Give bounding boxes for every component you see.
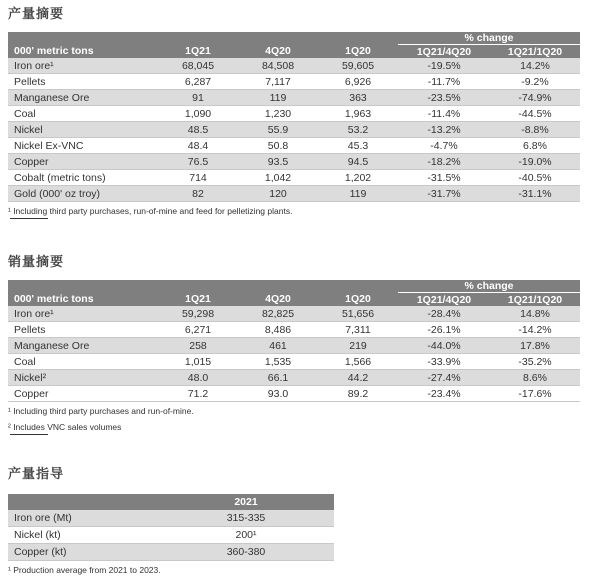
production-pct-row	[8, 32, 580, 45]
table-cell: -11.4%	[398, 106, 490, 122]
table-cell: 71.2	[158, 386, 238, 402]
table-cell: -33.9%	[398, 354, 490, 370]
table-cell: -17.6%	[490, 386, 580, 402]
table-cell: 93.5	[238, 154, 318, 170]
table-cell: 6.8%	[490, 138, 580, 154]
table-cell: 1,535	[238, 354, 318, 370]
table-row	[8, 354, 580, 370]
table-cell: 82	[158, 186, 238, 202]
table-cell: 6,926	[318, 74, 398, 90]
table-cell: -26.1%	[398, 322, 490, 338]
table-cell: -19.0%	[490, 154, 580, 170]
table-cell: -4.7%	[398, 138, 490, 154]
table-cell: 363	[318, 90, 398, 106]
col-header: 1Q21/4Q20	[398, 45, 490, 59]
table-cell: -9.2%	[490, 74, 580, 90]
table-row	[8, 122, 580, 138]
table-cell: 360-380	[158, 544, 334, 561]
guidance-title: 产量指导	[8, 467, 65, 482]
table-row	[8, 510, 334, 527]
table-cell: 94.5	[318, 154, 398, 170]
table-cell: 119	[238, 90, 318, 106]
col-header: 1Q21/1Q20	[490, 45, 580, 59]
table-cell: 84,508	[238, 58, 318, 74]
table-row	[8, 370, 580, 386]
table-cell: 461	[238, 338, 318, 354]
production-header-row	[8, 45, 580, 59]
col-header: 1Q21	[158, 45, 238, 59]
table-cell: 714	[158, 170, 238, 186]
row-label: Pellets	[8, 322, 158, 338]
sales-pct-change-label: % change	[398, 280, 580, 293]
table-cell: -40.5%	[490, 170, 580, 186]
table-cell: -19.5%	[398, 58, 490, 74]
col-header: 4Q20	[238, 45, 318, 59]
table-cell: 8,486	[238, 322, 318, 338]
table-cell: 119	[318, 186, 398, 202]
table-row	[8, 138, 580, 154]
row-label: Manganese Ore	[8, 338, 158, 354]
table-cell: 68,045	[158, 58, 238, 74]
table-cell: 53.2	[318, 122, 398, 138]
row-label: Coal	[8, 106, 158, 122]
guidance-section	[8, 466, 334, 576]
col-header: 1Q21	[158, 293, 238, 307]
table-cell: 8.6%	[490, 370, 580, 386]
table-row	[8, 322, 580, 338]
sales-footnote-1: ¹ Including third party purchases and run-of-mine.	[8, 406, 194, 416]
row-label: Nickel (kt)	[8, 527, 158, 544]
table-cell: 120	[238, 186, 318, 202]
table-cell: 48.5	[158, 122, 238, 138]
guidance-footnote: ¹ Production average from 2021 to 2023.	[8, 565, 161, 575]
table-cell: 1,042	[238, 170, 318, 186]
table-cell: -28.4%	[398, 306, 490, 322]
guidance-table	[8, 494, 334, 561]
table-row	[8, 186, 580, 202]
table-cell: 50.8	[238, 138, 318, 154]
col-header: 1Q21/4Q20	[398, 293, 490, 307]
table-cell: 91	[158, 90, 238, 106]
table-cell: 258	[158, 338, 238, 354]
table-cell: 82,825	[238, 306, 318, 322]
table-cell: 7,117	[238, 74, 318, 90]
table-cell: 89.2	[318, 386, 398, 402]
production-table	[8, 32, 580, 202]
row-label: Iron ore (Mt)	[8, 510, 158, 527]
table-cell: 315-335	[158, 510, 334, 527]
table-row	[8, 544, 334, 561]
row-label: Gold (000' oz troy)	[8, 186, 158, 202]
table-cell: 1,566	[318, 354, 398, 370]
guidance-header-row	[8, 494, 334, 510]
row-label: Manganese Ore	[8, 90, 158, 106]
table-row	[8, 58, 580, 74]
table-cell: 6,271	[158, 322, 238, 338]
table-cell: -27.4%	[398, 370, 490, 386]
row-label: Nickel	[8, 122, 158, 138]
production-section	[8, 6, 580, 219]
table-cell: 1,015	[158, 354, 238, 370]
table-row	[8, 338, 580, 354]
sales-title: 销量摘要	[8, 255, 65, 270]
table-cell: -74.9%	[490, 90, 580, 106]
table-row	[8, 386, 580, 402]
table-cell: -14.2%	[490, 322, 580, 338]
table-cell: -8.8%	[490, 122, 580, 138]
row-label: Copper (kt)	[8, 544, 158, 561]
col-header: 1Q21/1Q20	[490, 293, 580, 307]
table-cell: 1,963	[318, 106, 398, 122]
footnote-underline	[10, 434, 48, 435]
table-row	[8, 74, 580, 90]
table-cell: 45.3	[318, 138, 398, 154]
table-cell: -31.1%	[490, 186, 580, 202]
sales-pct-row	[8, 280, 580, 293]
table-cell: 6,287	[158, 74, 238, 90]
row-label: Copper	[8, 386, 158, 402]
table-row	[8, 90, 580, 106]
production-title: 产量摘要	[8, 7, 65, 22]
table-cell: -31.5%	[398, 170, 490, 186]
table-cell: -35.2%	[490, 354, 580, 370]
table-cell: -44.5%	[490, 106, 580, 122]
table-cell: 51,656	[318, 306, 398, 322]
table-cell: -23.4%	[398, 386, 490, 402]
table-cell: 59,605	[318, 58, 398, 74]
sales-header-row	[8, 293, 580, 307]
production-pct-change-label: % change	[398, 32, 580, 45]
table-cell: 44.2	[318, 370, 398, 386]
table-cell: 66.1	[238, 370, 318, 386]
col-header: 000' metric tons	[8, 45, 158, 59]
table-cell: 1,090	[158, 106, 238, 122]
row-label: Coal	[8, 354, 158, 370]
table-cell: -18.2%	[398, 154, 490, 170]
table-cell: 59,298	[158, 306, 238, 322]
table-row	[8, 106, 580, 122]
sales-footnote-2: ² Includes VNC sales volumes	[8, 422, 122, 432]
table-row	[8, 170, 580, 186]
col-header: 2021	[158, 494, 334, 510]
row-label: Cobalt (metric tons)	[8, 170, 158, 186]
table-cell: 76.5	[158, 154, 238, 170]
table-cell: 55.9	[238, 122, 318, 138]
table-row	[8, 154, 580, 170]
table-cell: 200¹	[158, 527, 334, 544]
table-cell: 17.8%	[490, 338, 580, 354]
table-cell: 48.0	[158, 370, 238, 386]
sales-section	[8, 254, 580, 435]
table-cell: 219	[318, 338, 398, 354]
sales-table	[8, 280, 580, 402]
table-cell: 1,202	[318, 170, 398, 186]
table-cell: 48.4	[158, 138, 238, 154]
col-header: 1Q20	[318, 45, 398, 59]
table-cell: -31.7%	[398, 186, 490, 202]
col-header: 4Q20	[238, 293, 318, 307]
table-cell: -23.5%	[398, 90, 490, 106]
footnote-underline	[10, 218, 48, 219]
row-label: Nickel Ex-VNC	[8, 138, 158, 154]
table-cell: -44.0%	[398, 338, 490, 354]
table-cell: 7,311	[318, 322, 398, 338]
table-cell: 1,230	[238, 106, 318, 122]
row-label: Iron ore¹	[8, 306, 158, 322]
table-row	[8, 527, 334, 544]
table-cell: -11.7%	[398, 74, 490, 90]
col-header: 1Q20	[318, 293, 398, 307]
table-cell: 93.0	[238, 386, 318, 402]
table-cell: -13.2%	[398, 122, 490, 138]
table-row	[8, 306, 580, 322]
row-label: Nickel²	[8, 370, 158, 386]
table-cell: 14.2%	[490, 58, 580, 74]
col-header: 000' metric tons	[8, 293, 158, 307]
row-label: Copper	[8, 154, 158, 170]
row-label: Pellets	[8, 74, 158, 90]
row-label: Iron ore¹	[8, 58, 158, 74]
production-footnote: ¹ Including third party purchases, run-of-mine and feed for pelletizing plants.	[8, 206, 293, 216]
table-cell: 14.8%	[490, 306, 580, 322]
